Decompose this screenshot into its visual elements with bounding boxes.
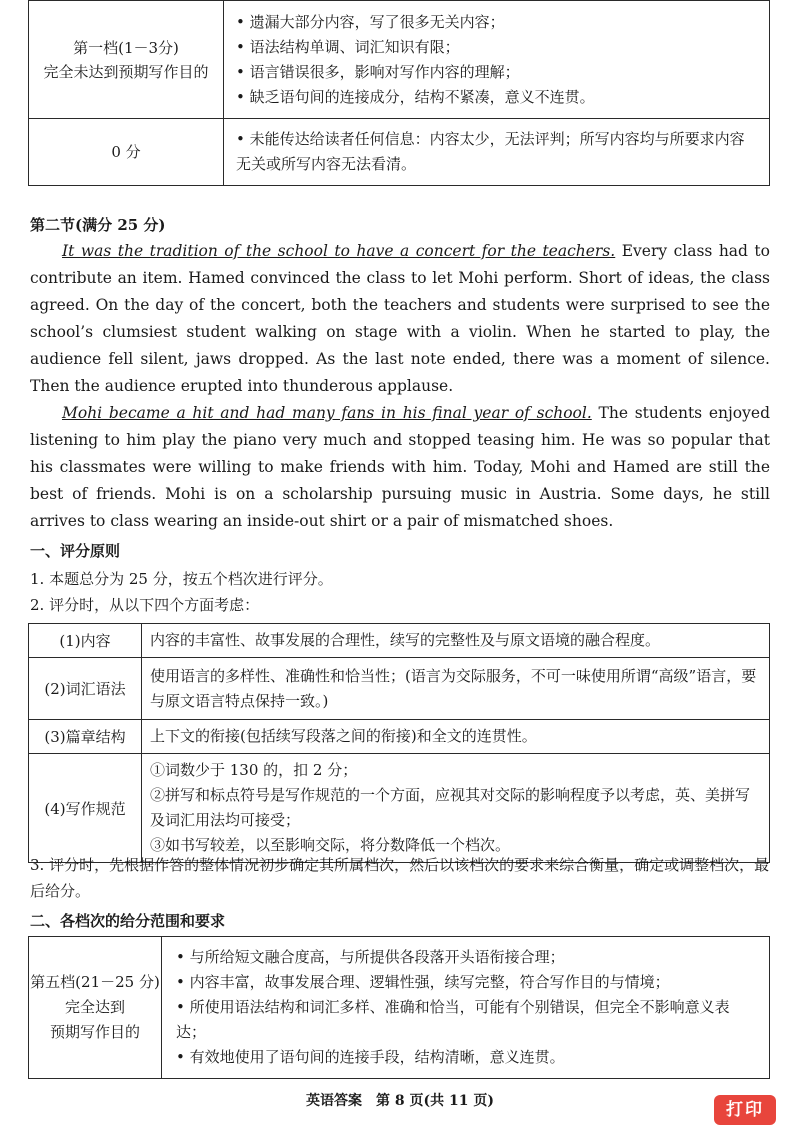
criteria-label: (3)篇章结构 <box>29 720 142 754</box>
grade-cell <box>29 1 224 119</box>
table-row <box>29 119 770 186</box>
grade-desc: 预期写作目的 <box>49 1023 140 1041</box>
paragraph-lead: Mohi became a hit and had many fans in his final year of school. <box>62 404 592 422</box>
principle-line: 3. 评分时，先根据作答的整体情况初步确定其所属档次，然后以该档次的要求来综合衡量，确定或调整档次，最后给分。 <box>30 856 770 900</box>
passage-paragraph-1 <box>30 238 770 400</box>
grade-desc: 完全达到 <box>64 998 125 1016</box>
levels-heading: 二、各档次的给分范围和要求 <box>30 912 226 930</box>
criteria-item: ②拼写和标点符号是写作规范的一个方面，应视其对交际的影响程度予以考虑，英、美拼写及词汇用法均可接受； <box>150 786 751 829</box>
page-footer: 英语答案 第 8 页(共 11 页) <box>306 1093 494 1109</box>
requirement-item: • 未能传达给读者任何信息：内容太少，无法评判；所写内容均与所要求内容无关或所写内容无法看清。 <box>236 130 745 173</box>
criteria-item: ③如书写较差，以至影响交际，将分数降低一个档次。 <box>150 836 511 854</box>
print-button[interactable]: 打印 <box>714 1095 776 1125</box>
criteria-label: (2)词汇语法 <box>29 658 142 720</box>
table-row <box>29 720 770 754</box>
criteria-label: (4)写作规范 <box>29 754 142 863</box>
principles-heading: 一、评分原则 <box>30 542 121 560</box>
requirement-item: • 缺乏语句间的连接成分，结构不紧凑，意义不连贯。 <box>236 87 595 106</box>
passage-paragraph-2 <box>30 400 770 535</box>
requirement-cell <box>224 119 770 186</box>
criteria-table <box>28 623 770 863</box>
requirement-cell <box>224 1 770 119</box>
requirement-item: • 所使用语法结构和词汇多样、准确和恰当，可能有个别错误，但完全不影响意义表达； <box>176 998 730 1041</box>
paragraph-body: Every class had to contribute an item. Hamed convinced the class to let Mohi perform. Short of ideas, the class agreed. On the day of the concert, both the teachers and students were surprised to see the school’s clumsiest student walking on stage with a violin. When he started to play, the audience fell silent, jaws dropped. As the last note ended, there was a moment of silence. Then the audience erupted into thunderous applause. <box>30 242 770 395</box>
criteria-item: ①词数少于 130 的，扣 2 分； <box>150 761 358 779</box>
grade-cell <box>29 119 224 186</box>
principle-line: 2. 评分时，从以下四个方面考虑： <box>30 596 260 614</box>
paragraph-body: The students enjoyed listening to him play the piano very much and stopped teasing him. He was so popular that his classmates were willing to make friends with him. Today, Mohi and Hamed are still the best of friends. Mohi is on a scholarship pursuing music in Austria. Some days, he still arrives to class wearing an inside-out shirt or a pair of mismatched shoes. <box>30 404 770 530</box>
requirement-item: • 遗漏大部分内容，写了很多无关内容； <box>236 12 505 31</box>
grading-table-top <box>28 0 770 186</box>
grade-label: 0 分 <box>111 143 141 161</box>
section-title: 第二节(满分 25 分) <box>30 216 166 234</box>
table-row <box>29 658 770 720</box>
grade-desc: 完全未达到预期写作目的 <box>43 62 209 81</box>
requirement-item: • 与所给短文融合度高，与所提供各段落开头语衔接合理； <box>176 948 565 966</box>
paragraph-lead: It was the tradition of the school to have a concert for the teachers. <box>62 242 616 260</box>
requirement-cell <box>162 937 770 1079</box>
levels-table <box>28 936 770 1079</box>
criteria-label: (1)内容 <box>29 624 142 658</box>
table-row <box>29 937 770 1079</box>
criteria-text: 使用语言的多样性、准确性和恰当性；(语言为交际服务，不可一味使用所谓“高级”语言，要与原文语言特点保持一致。) <box>142 658 770 720</box>
grade-label: 第一档(1－3分) <box>73 38 179 57</box>
requirement-item: • 有效地使用了语句间的连接手段，结构清晰，意义连贯。 <box>176 1048 565 1066</box>
criteria-text: 上下文的衔接(包括续写段落之间的衔接)和全文的连贯性。 <box>142 720 770 754</box>
requirement-item: • 语法结构单调、词汇知识有限； <box>236 37 460 56</box>
grade-cell <box>29 937 162 1079</box>
requirement-item: • 语言错误很多，影响对写作内容的理解； <box>236 62 520 81</box>
criteria-text: 内容的丰富性、故事发展的合理性，续写的完整性及与原文语境的融合程度。 <box>142 624 770 658</box>
table-row <box>29 754 770 863</box>
table-row <box>29 624 770 658</box>
criteria-text <box>142 754 770 863</box>
requirement-item: • 内容丰富，故事发展合理、逻辑性强，续写完整，符合写作目的与情境； <box>176 973 670 991</box>
table-row <box>29 1 770 119</box>
principle-line: 1. 本题总分为 25 分，按五个档次进行评分。 <box>30 570 333 588</box>
grade-label: 第五档(21－25 分) <box>30 973 160 991</box>
